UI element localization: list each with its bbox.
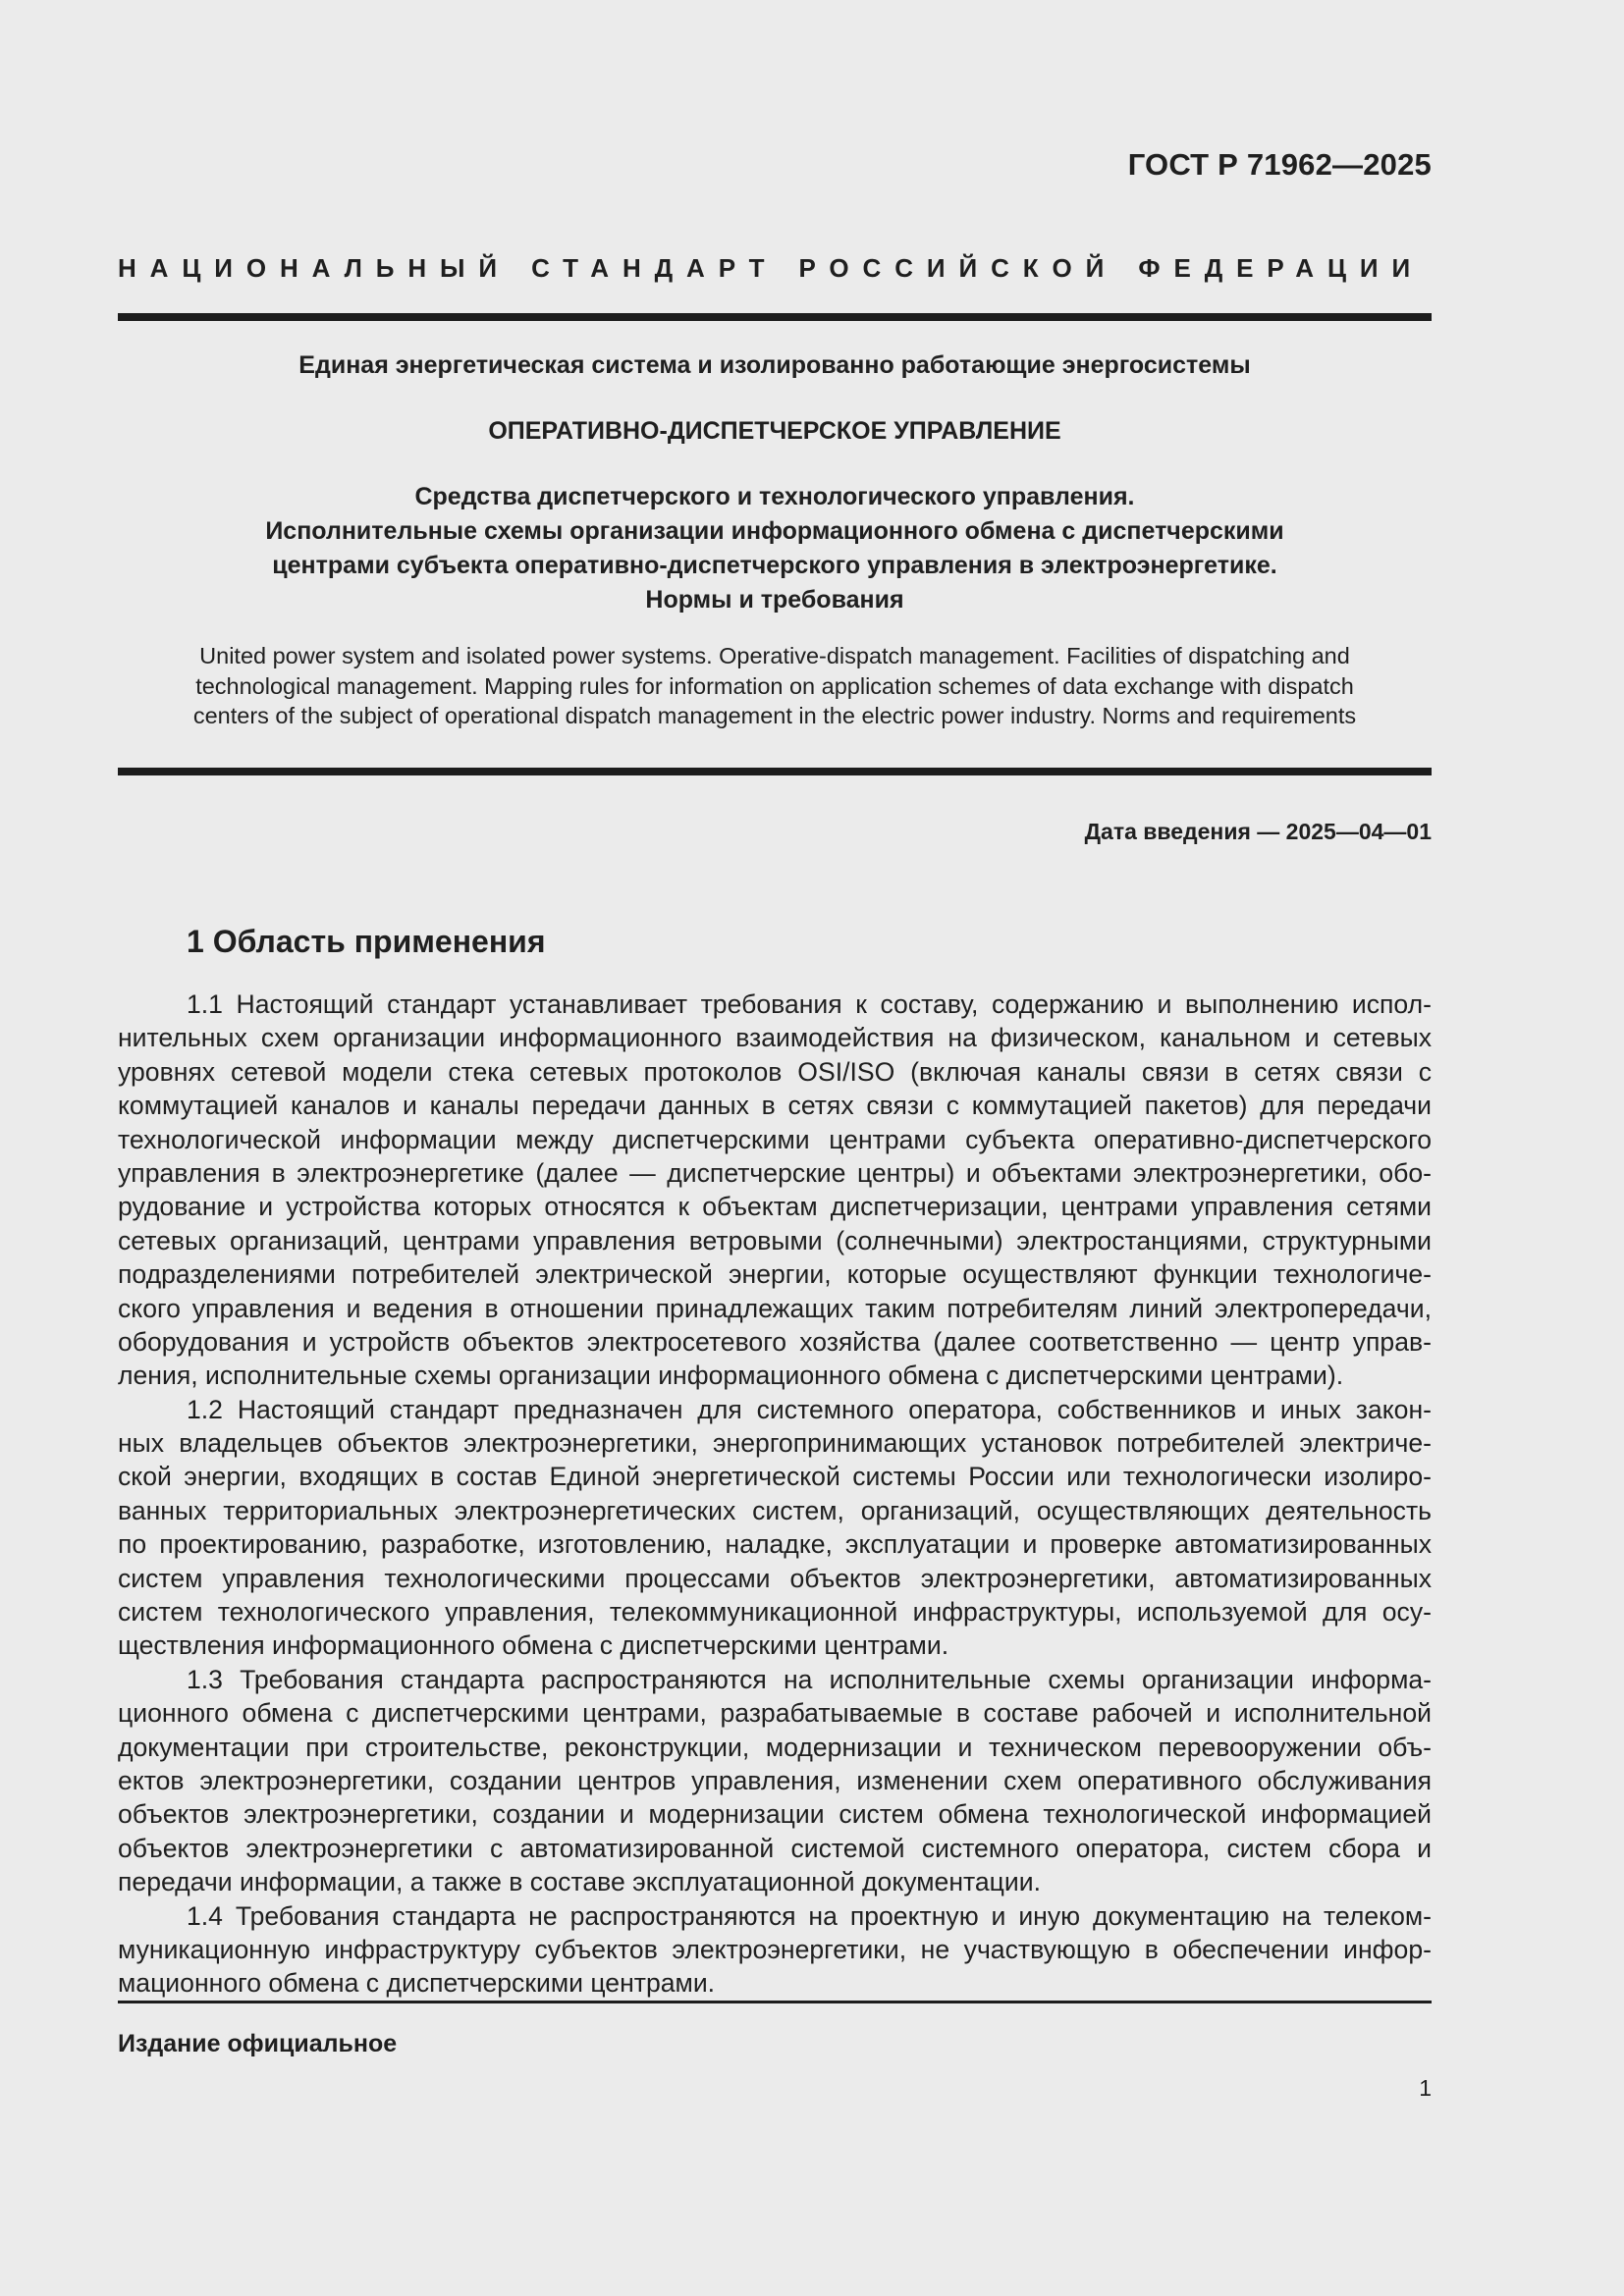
english-title — [118, 641, 1432, 731]
paragraph-line: систем технологического управления, телекоммуникационной инфраструктуры, используемой для осу- — [118, 1597, 1432, 1628]
paragraph-line: ных владельцев объектов электроэнергетики, энергопринимающих установок потребителей электриче- — [118, 1428, 1432, 1459]
subtitle-line: Исполнительные схемы организации информационного обмена с диспетчерскими — [265, 517, 1284, 545]
paragraph-line: 1.1 Настоящий стандарт устанавливает требования к составу, содержанию и выполнению испол- — [187, 989, 1432, 1019]
paragraph-line: систем управления технологическими процессами объектов электроэнергетики, автоматизированных — [118, 1563, 1432, 1593]
page-number: 1 — [1419, 2075, 1432, 2101]
paragraph-line: нительных схем организации информационного взаимодействия на физическом, канальном и сетевых — [118, 1023, 1432, 1053]
paragraph-line: ществления информационного обмена с диспетчерскими центрами. — [118, 1630, 949, 1661]
paragraph-line: ского управления и ведения в отношении принадлежащих таким потребителям линий электропередачи, — [118, 1293, 1432, 1323]
paragraph — [118, 988, 1432, 1393]
paragraph-line: управления в электроэнергетике (далее — диспетчерские центры) и объектами электроэнергетики, обо- — [118, 1157, 1432, 1188]
paragraph-line: объектов электроэнергетики, создании и модернизации систем обмена технологической информацией — [118, 1799, 1432, 1830]
subtitle-line: Средства диспетчерского и технологического управления. — [414, 483, 1135, 510]
paragraph-line: документации при строительстве, реконструкции, модернизации и техническом перевооружении объ- — [118, 1732, 1432, 1762]
english-title-line: technological management. Mapping rules for information on application schemes of data exchange with dispatch — [195, 672, 1354, 699]
title-bottom-rule — [118, 768, 1432, 775]
subtitle-line: Нормы и требования — [645, 586, 904, 614]
paragraph-line: ления, исполнительные схемы организации информационного обмена с диспетчерскими центрами). — [118, 1361, 1344, 1391]
paragraph-line: ционного обмена с диспетчерскими центрами, разрабатываемые в составе рабочей и исполнительной — [118, 1698, 1432, 1729]
english-title-line: United power system and isolated power systems. Operative-dispatch management. Facilities of dispatching and — [199, 643, 1350, 668]
introduction-date: Дата введения — 2025—04—01 — [1084, 819, 1432, 844]
paragraph-line: ванных территориальных электроэнергетических систем, организаций, осуществляющих деятельность — [118, 1495, 1432, 1525]
paragraph-line: объектов электроэнергетики с автоматизированной системой системного оператора, систем сбора и — [118, 1833, 1432, 1863]
paragraph-line: технологической информации между диспетчерскими центрами субъекта оперативно-диспетчерского — [118, 1124, 1432, 1154]
document-page — [118, 0, 1432, 2296]
paragraph-line: 1.4 Требования стандарта не распространяются на проектную и иную документацию на телеком- — [187, 1900, 1432, 1931]
section-body — [118, 988, 1432, 2001]
section-heading: 1 Область применения — [187, 924, 546, 959]
paragraph-line: рудование и устройства которых относятся к объектам диспетчеризации, центрами управления сетями — [118, 1192, 1432, 1222]
paragraph-line: мационного обмена с диспетчерскими центрами. — [118, 1968, 716, 1999]
paragraph-line: 1.3 Требования стандарта распространяются на исполнительные схемы организации информа- — [187, 1664, 1432, 1694]
paragraph — [118, 1899, 1432, 2001]
paragraph-line: ектов электроэнергетики, создании центров управления, изменении схем оперативного обслуживания — [118, 1765, 1432, 1795]
paragraph-line: 1.2 Настоящий стандарт предназначен для системного оператора, собственников и иных закон- — [187, 1394, 1432, 1424]
footer-rule — [118, 2001, 1432, 2003]
paragraph-line: уровнях сетевой модели стека сетевых протоколов OSI/ISO (включая каналы связи в сетях связи с — [118, 1056, 1432, 1087]
gost-number: ГОСТ Р 71962—2025 — [1127, 147, 1432, 182]
paragraph — [118, 1393, 1432, 1663]
paragraph-line: подразделениями потребителей электрической энергии, которые осуществляют функции технологиче- — [118, 1259, 1432, 1290]
paragraph-line: коммутацией каналов и каналы передачи данных в сетях связи с коммутацией пакетов) для передачи — [118, 1091, 1432, 1121]
paragraph — [118, 1663, 1432, 1899]
paragraph-line: передачи информации, а также в составе эксплуатационной документации. — [118, 1867, 1042, 1897]
paragraph-line: оборудования и устройств объектов электросетевого хозяйства (далее соответственно — центр управ- — [118, 1326, 1432, 1357]
national-standard-title: НАЦИОНАЛЬНЫЙ СТАНДАРТ РОССИЙСКОЙ ФЕДЕРАЦИИ — [118, 253, 1425, 283]
official-edition-label: Издание официальное — [118, 2030, 398, 2057]
paragraph-line: по проектированию, разработке, изготовлению, наладке, эксплуатации и проверке автоматизированных — [118, 1529, 1432, 1560]
paragraph-line: сетевых организаций, центрами управления ветровыми (солнечными) электростанциями, структурными — [118, 1225, 1432, 1255]
paragraph-line: ской энергии, входящих в состав Единой энергетической системы России или технологически изолиро- — [118, 1462, 1432, 1492]
subtitle-line: центрами субъекта оперативно-диспетчерского управления в электроэнергетике. — [272, 552, 1277, 579]
top-rule — [118, 313, 1432, 321]
paragraph-line: муникационную инфраструктуру субъектов электроэнергетики, не участвующую в обеспечении инфор- — [118, 1934, 1432, 1964]
document-subtitle — [118, 480, 1432, 617]
english-title-line: centers of the subject of operational dispatch management in the electric power industry. Norms and requirements — [192, 703, 1357, 728]
system-title: Единая энергетическая система и изолированно работающие энергосистемы — [298, 351, 1251, 379]
main-title: ОПЕРАТИВНО-ДИСПЕТЧЕРСКОЕ УПРАВЛЕНИЕ — [488, 417, 1061, 445]
